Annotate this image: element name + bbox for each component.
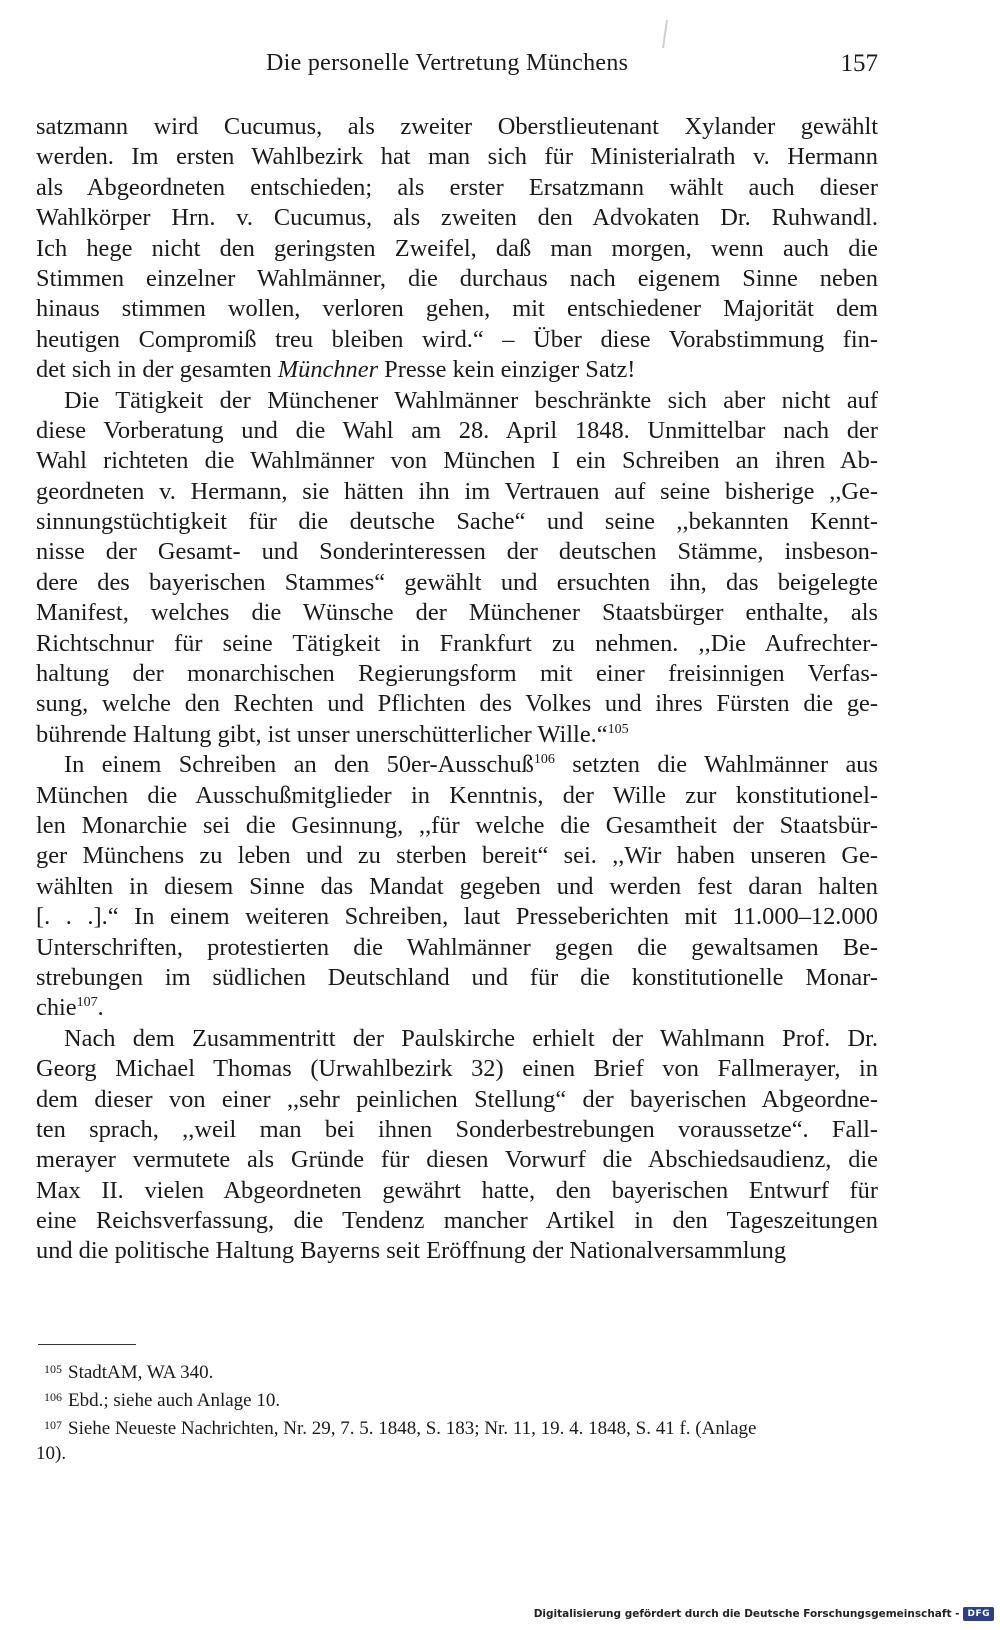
- text-line: und die politische Haltung Bayerns seit Eröffnung der Nationalversammlung: [36, 1237, 787, 1265]
- footnote-number: 105: [44, 1362, 62, 1376]
- scan-artifact: [662, 20, 668, 48]
- text-line: Max II. vielen Abgeordneten gewährt hatte, den bayerischen Entwurf für: [36, 1176, 878, 1204]
- text-line: chie$^{107}$.: [36, 994, 104, 1022]
- footnotes: [36, 1357, 878, 1466]
- italic-term: Münchner: [277, 356, 379, 384]
- text-line: werden. Im ersten Wahlbezirk hat man sich für Ministerialrath v. Hermann: [36, 143, 878, 171]
- digitization-banner: [534, 1604, 994, 1624]
- text-line: eine Reichsverfassung, die Tendenz mancher Artikel in den Tageszeitungen: [36, 1207, 878, 1235]
- text-line: Wahlkörper Hrn. v. Cucumus, als zweiten den Advokaten Dr. Ruhwandl.: [36, 204, 878, 232]
- footnote-number: 107: [44, 1418, 62, 1433]
- text-line: Georg Michael Thomas (Urwahlbezirk 32) einen Brief von Fallmerayer, in: [36, 1055, 878, 1083]
- text-line: Manifest, welches die Wünsche der Münchener Staatsbürger enthalte, als: [36, 599, 878, 627]
- body-text: [36, 112, 878, 1267]
- text-line: geordneten v. Hermann, sie hätten ihn im Vertrauen auf seine bisherige ,,Ge-: [36, 477, 878, 505]
- running-head: [36, 50, 878, 84]
- text-line: ger Münchens zu leben und zu sterben bereit“ sei. ,,Wir haben unseren Ge-: [36, 842, 878, 870]
- text-line: nisse der Gesamt- und Sonderinteressen der deutschen Stämme, insbeson-: [36, 538, 878, 566]
- text-line: haltung der monarchischen Regierungsform mit einer freisinnigen Verfas-: [36, 660, 878, 688]
- text-line: Wahl richteten die Wahlmänner von München I ein Schreiben an ihren Ab-: [36, 447, 878, 475]
- footnote-reference[interactable]: 107: [76, 995, 98, 1011]
- footnote: [36, 1413, 878, 1441]
- footnote-text: 10).: [36, 1442, 67, 1464]
- footnote-reference[interactable]: 106: [533, 752, 555, 768]
- footnote-text: Siehe Neueste Nachrichten, Nr. 29, 7. 5. 1848, S. 183; Nr. 11, 19. 4. 1848, S. 41 f. (Anlage: [68, 1418, 757, 1440]
- text-line: Richtschnur für seine Tätigkeit in Frankfurt zu nehmen. ,,Die Aufrechter-: [36, 629, 878, 657]
- text-line: München die Ausschußmitglieder in Kenntnis, der Wille zur konstitutionel-: [36, 781, 878, 809]
- text-line: merayer vermutete als Gründe für diesen Vorwurf die Abschiedsaudienz, die: [36, 1146, 878, 1174]
- text-line: Nach dem Zusammentritt der Paulskirche erhielt der Wahlmann Prof. Dr.: [64, 1024, 878, 1052]
- text-line: det sich in der gesamten Münchner Presse kein einziger Satz!: [36, 356, 636, 384]
- footnote-reference[interactable]: 105: [607, 721, 629, 737]
- running-title: Die personelle Vertretung Münchens: [266, 50, 629, 76]
- text-line: sung, welche den Rechten und Pflichten des Volkes und ihres Fürsten die ge-: [36, 690, 878, 718]
- text-line: len Monarchie sei die Gesinnung, ,,für welche die Gesamtheit der Staatsbür-: [36, 811, 878, 839]
- text-line: [. . .].“ In einem weiteren Schreiben, laut Presseberichten mit 11.000–12.000: [36, 903, 878, 931]
- page-number: 157: [840, 50, 878, 77]
- text-line: Stimmen einzelner Wahlmänner, die durchaus nach eigenem Sinne neben: [36, 264, 878, 292]
- footnote: [36, 1385, 878, 1413]
- text-line: wählten in diesem Sinne das Mandat gegeben und werden fest daran halten: [36, 872, 878, 900]
- text-line: heutigen Compromiß treu bleiben wird.“ – Über diese Vorabstimmung fin-: [36, 325, 878, 353]
- text-line: ten sprach, ,,weil man bei ihnen Sonderbestrebungen voraussetze“. Fall-: [36, 1115, 878, 1143]
- footnote-text: StadtAM, WA 340.: [68, 1362, 214, 1383]
- text-line: Ich hege nicht den geringsten Zweifel, daß man morgen, wenn auch die: [36, 234, 878, 262]
- text-line: sinnungstüchtigkeit für die deutsche Sache“ und seine ,,bekannten Kennt-: [36, 508, 878, 536]
- footnote-separator: [38, 1344, 136, 1345]
- footnote-text: Ebd.; siehe auch Anlage 10.: [68, 1390, 281, 1412]
- text-line: strebungen im südlichen Deutschland und für die konstitutionelle Monar-: [36, 963, 878, 991]
- text-line: satzmann wird Cucumus, als zweiter Oberstlieutenant Xylander gewählt: [36, 113, 878, 140]
- footnote: [36, 1442, 878, 1466]
- text-line: dere des bayerischen Stammes“ gewählt und ersuchten ihn, das beigelegte: [36, 568, 878, 596]
- footnote: [36, 1357, 878, 1385]
- text-line: hinaus stimmen wollen, verloren gehen, mit entschiedener Majorität dem: [36, 295, 878, 323]
- dfg-logo: DFG: [963, 1607, 994, 1621]
- text-line: Unterschriften, protestierten die Wahlmänner gegen die gewaltsamen Be-: [36, 933, 878, 961]
- digitization-banner-text: Digitalisierung gefördert durch die Deutsche Forschungsgemeinschaft -: [533, 1608, 960, 1620]
- text-line: Die Tätigkeit der Münchener Wahlmänner beschränkte sich aber nicht auf: [64, 386, 878, 414]
- text-line: bührende Haltung gibt, ist unser unerschütterlicher Wille.“$^{105}$: [36, 720, 629, 748]
- text-line: In einem Schreiben an den 50er-Ausschuß$^{106}$ setzten die Wahlmänner aus: [64, 751, 878, 779]
- text-line: diese Vorberatung und die Wahl am 28. April 1848. Unmittelbar nach der: [36, 416, 878, 444]
- footnote-number: 106: [44, 1390, 62, 1405]
- text-line: dem dieser von einer ,,sehr peinlichen Stellung“ der bayerischen Abgeordne-: [36, 1085, 878, 1113]
- text-line: als Abgeordneten entschieden; als erster Ersatzmann wählt auch dieser: [36, 173, 878, 201]
